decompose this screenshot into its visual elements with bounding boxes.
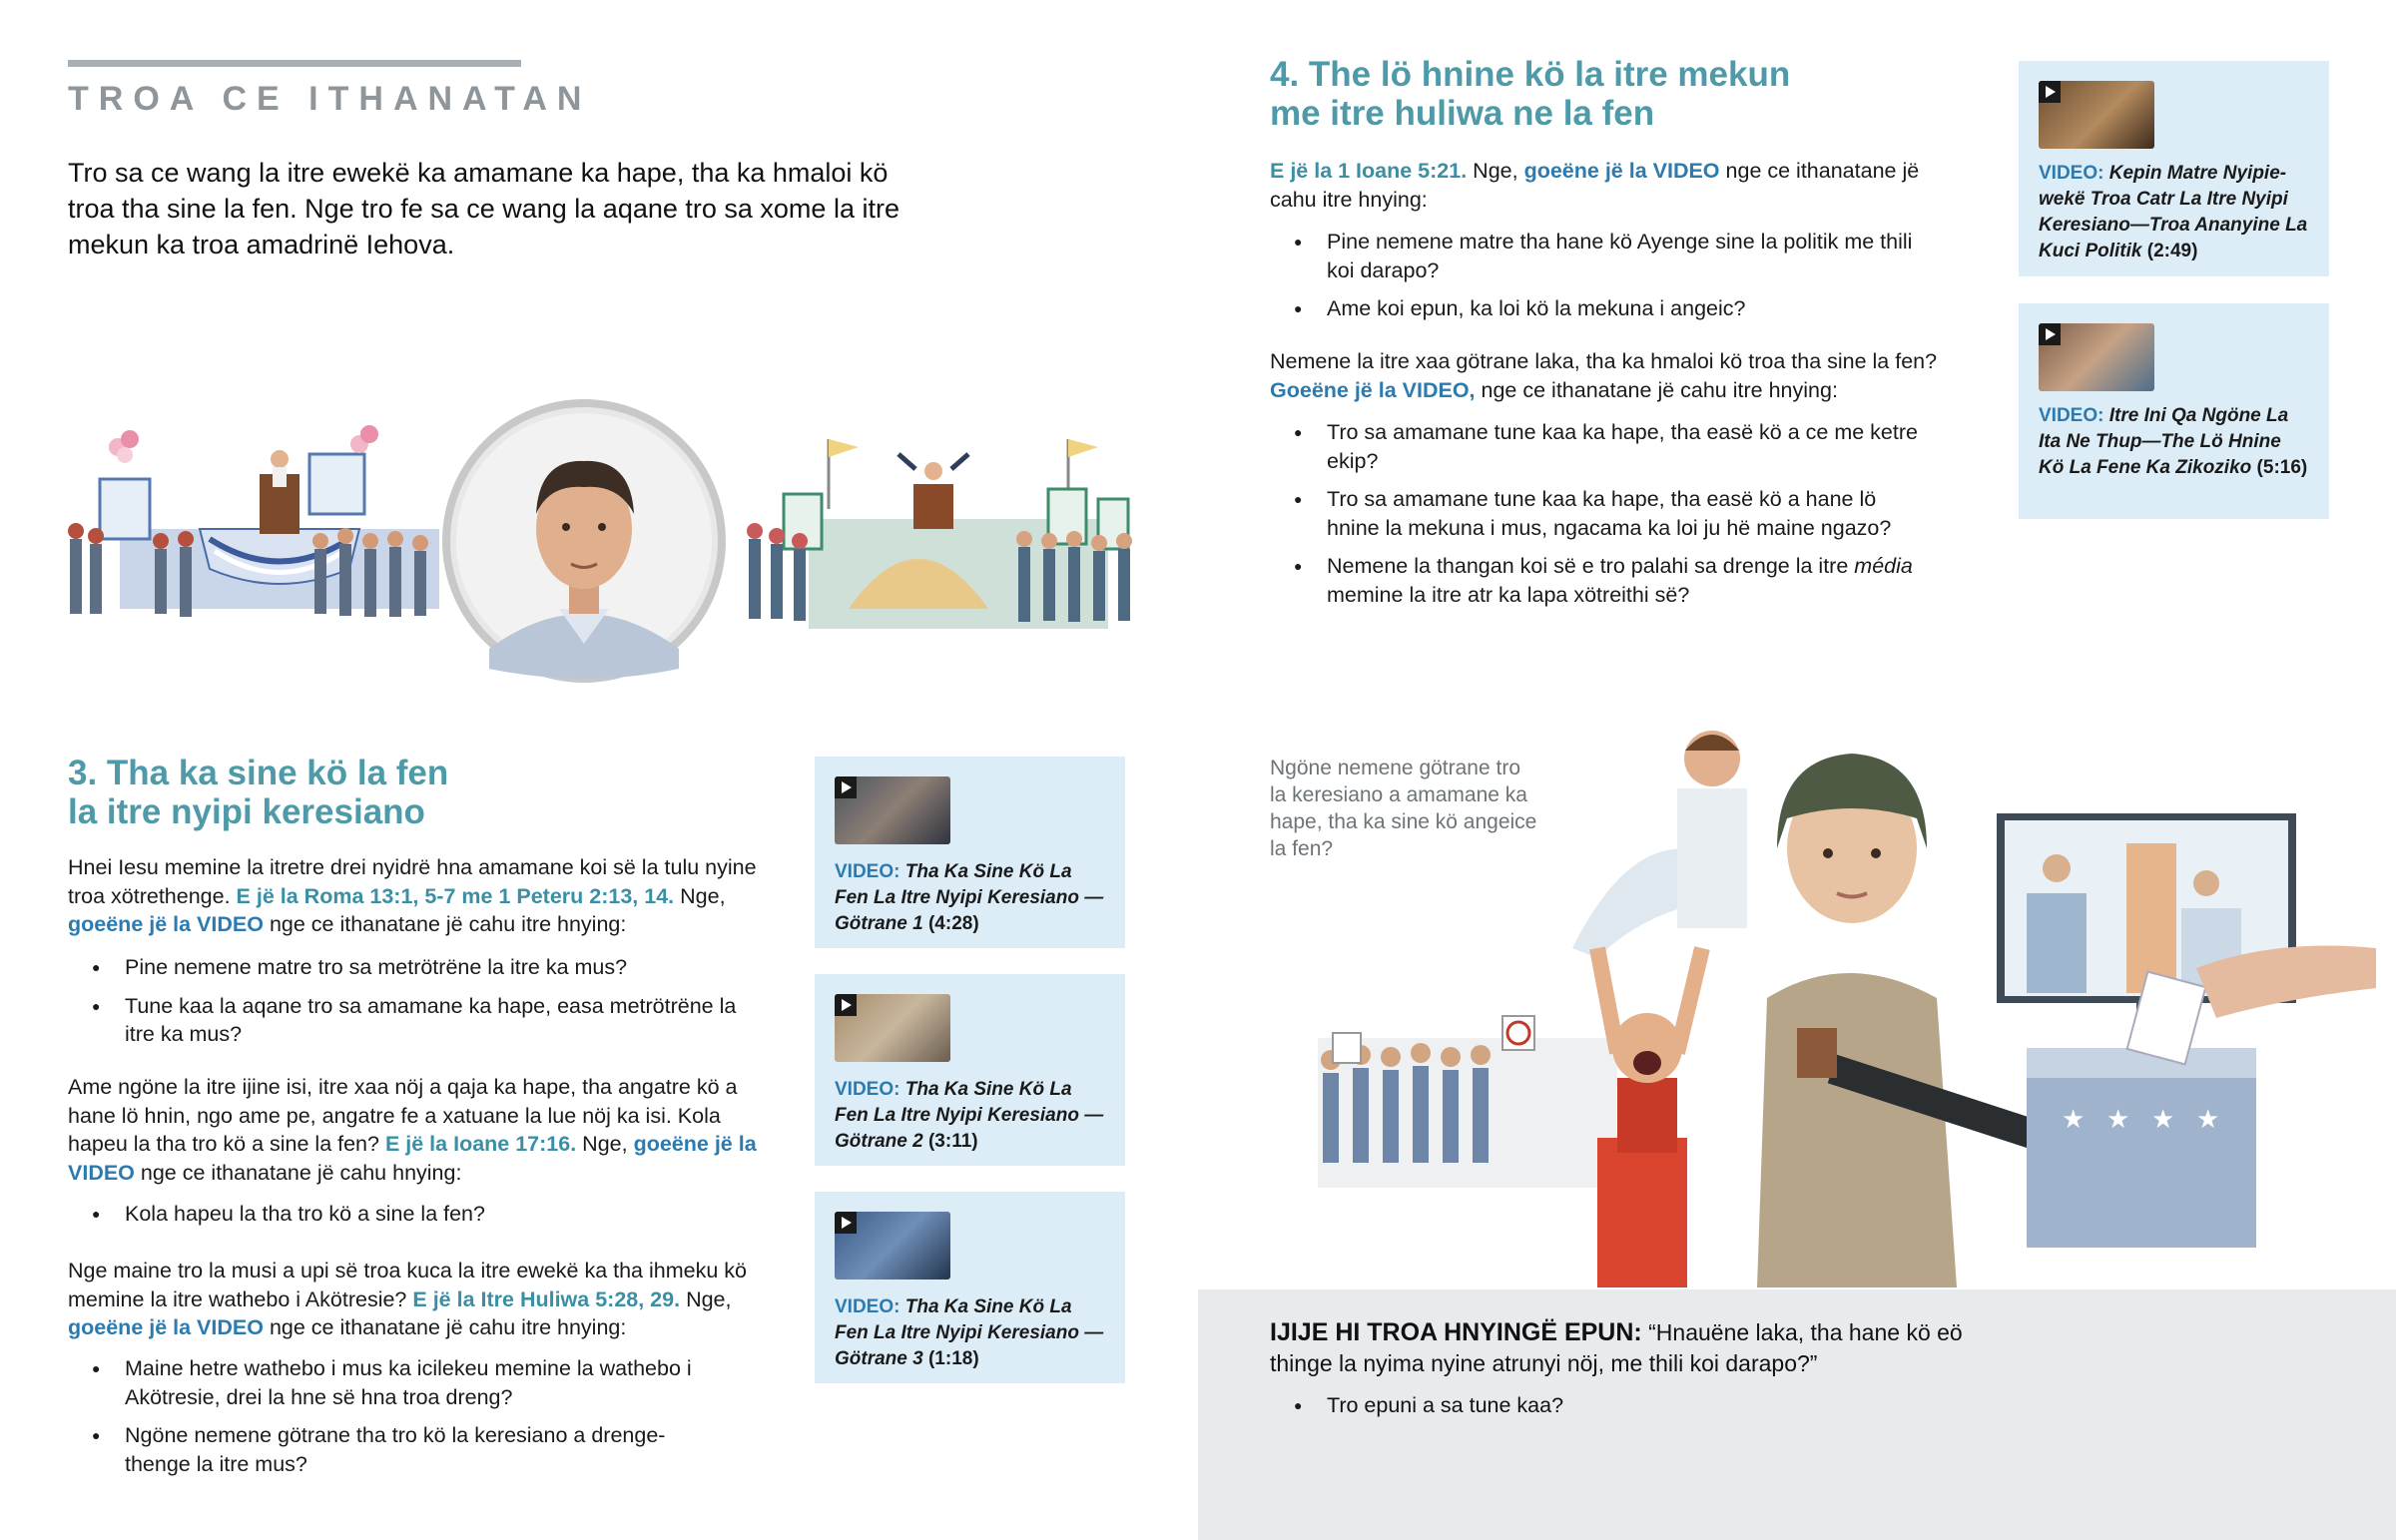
political-rally-illustration <box>60 399 1158 689</box>
portrait-medallion <box>446 403 722 679</box>
video-thumbnail[interactable] <box>835 776 950 844</box>
scripture-link[interactable]: E jë la Ioane 17:16. <box>384 1132 577 1156</box>
video-title: Tha Ka Sine Kö La Fen La Itre Nyipi Keresiano —Götrane 2 <box>835 1079 1104 1152</box>
video-caption <box>835 1077 1104 1155</box>
text: nge ce ithanatane jë cahu itre hnying: <box>269 912 627 936</box>
right-rally-scene <box>747 439 1132 629</box>
play-icon[interactable] <box>835 994 857 1016</box>
section-4-title-line1: 4. The lö hnine kö la itre mekun <box>1270 55 1791 94</box>
text: nge ce ithanatane jë cahu itre hnying: <box>1481 377 1838 402</box>
cheering-boy <box>1677 731 1747 928</box>
question-bullets <box>1294 1391 2029 1420</box>
section-3-bullets-3 <box>92 1354 731 1488</box>
scripture-link[interactable]: E jë la Roma 13:1, 5-7 me 1 Peteru 2:13, 14. <box>236 883 675 908</box>
section-3-bullets-1 <box>92 953 751 1059</box>
video-thumbnail[interactable] <box>2039 81 2154 149</box>
bullet-item: ● Tro epuni a sa tune kaa? <box>1294 1391 2029 1420</box>
video-title: Tha Ka Sine Kö La Fen La Itre Nyipi Keresiano —Götrane 1 <box>835 861 1104 934</box>
section-3-paragraph-3 <box>68 1257 767 1342</box>
section-4-heading <box>1270 55 1790 133</box>
text: nge ce ithanatane jë cahu itre hnying: <box>1270 159 1920 212</box>
bullet-item: ● Maine hetre wathebo i mus ka icilekeu memine la wathebo i Akötresie, drei la hne së hna troa dreng? <box>92 1354 731 1411</box>
video-link[interactable]: goeëne jë la VIDEO <box>68 1315 264 1339</box>
video-label: VIDEO: <box>835 861 900 882</box>
video-card-5[interactable] <box>2019 303 2329 519</box>
section-3-heading <box>68 754 448 831</box>
video-duration: (1:18) <box>927 1348 979 1369</box>
text: Nge, <box>686 1286 732 1311</box>
section-4-paragraph-2 <box>1270 347 1969 404</box>
discussion-question <box>1270 1317 2029 1430</box>
video-duration: (5:16) <box>2256 457 2308 478</box>
video-label: VIDEO: <box>835 1079 900 1100</box>
section-3-title-line2: la itre nyipi keresiano <box>68 792 425 831</box>
section-3-title-line1: 3. Tha ka sine kö la fen <box>68 754 449 792</box>
svg-text:★: ★ <box>2151 1105 2175 1135</box>
play-icon[interactable] <box>835 1212 857 1234</box>
bullet-item: ● Pine nemene matre tro sa metrötrëne la itre ka mus? <box>92 953 751 982</box>
section-rule <box>68 60 521 67</box>
video-label: VIDEO: <box>835 1296 900 1317</box>
bullet-item: ● Tro sa amamane tune kaa ka hape, tha easë kö a ce me ketre ekip? <box>1294 418 1933 475</box>
left-rally-scene <box>68 425 439 617</box>
video-caption <box>2039 403 2308 481</box>
video-thumbnail[interactable] <box>835 1212 950 1280</box>
video-link[interactable]: Goeëne jë la VIDEO, <box>1270 377 1476 402</box>
text: Nge maine tro la musi a upi së troa kuca la itre ewekë ka tha ihmeku kö memine la itre wathebo i Akötresie? <box>68 1259 747 1311</box>
play-icon[interactable] <box>2039 81 2061 103</box>
video-card-1[interactable] <box>815 757 1125 948</box>
text: nge ce ithanatane jë cahu itre hnying: <box>269 1315 627 1339</box>
video-caption <box>835 859 1104 937</box>
bullet-item: ● Tro sa amamane tune kaa ka hape, tha easë kö a hane lö hnine la mekuna i mus, ngacama ka loi ju hë maine ngazo? <box>1294 485 1933 542</box>
video-thumbnail[interactable] <box>2039 323 2154 391</box>
svg-text:★: ★ <box>2106 1105 2130 1135</box>
text: Nge, <box>582 1132 628 1156</box>
video-caption <box>2039 161 2308 264</box>
video-card-2[interactable] <box>815 974 1125 1166</box>
text: Nge, <box>680 883 726 908</box>
text: Ame ngöne la itre ijine isi, itre xaa nöj a qaja ka hape, tha angatre kö a hane lö hnin, ngo ame pe, angatre fe a xatuane la lue nöj ka isi. Kola hapeu la tha tro kö a sine la fen? <box>68 1075 738 1156</box>
bullet-item <box>1294 552 1933 609</box>
section-4-title-line2: me itre huliwa ne la fen <box>1270 94 1655 133</box>
text: média <box>1854 554 1913 578</box>
text: Nemene la thangan koi së e tro palahi sa drenge la itre <box>1327 554 1849 578</box>
video-duration: (3:11) <box>927 1131 978 1152</box>
text: Nemene la itre xaa götrane laka, tha ka hmaloi kö troa tha sine la fen? <box>1270 349 1938 373</box>
video-card-3[interactable] <box>815 1192 1125 1383</box>
question-text: “Hnauëne laka, tha hane kö eö thinge la nyima nyine atrunyi nöj, me thili koi darapo?” <box>1270 1319 1963 1376</box>
video-duration: (4:28) <box>927 913 979 934</box>
video-thumbnail[interactable] <box>835 994 950 1062</box>
video-link[interactable]: goeëne jë la VIDEO <box>1523 159 1720 183</box>
protest-group <box>1318 1016 1617 1188</box>
video-title: Kepin Matre Nyipiewekë Troa Catr La Itre Nyipi Keresiano—Troa Ananyine La Kuci Politik <box>2039 163 2308 261</box>
video-title: Tha Ka Sine Kö La Fen La Itre Nyipi Keresiano —Götrane 3 <box>835 1296 1104 1369</box>
video-caption <box>835 1294 1104 1372</box>
scripture-link[interactable]: E jë la Itre Huliwa 5:28, 29. <box>412 1286 681 1311</box>
bullet-item: ● Kola hapeu la tha tro kö a sine la fen? <box>92 1200 751 1229</box>
section-3-paragraph-2 <box>68 1073 767 1187</box>
svg-text:★: ★ <box>2196 1105 2220 1135</box>
play-icon[interactable] <box>835 776 857 798</box>
bullet-item: ● Ngöne nemene götrane tha tro kö la keresiano a drenge-thenge la itre mus? <box>92 1421 731 1478</box>
video-duration: (2:49) <box>2146 241 2198 261</box>
bullet-item: ● Ame koi epun, ka loi kö la mekuna i angeic? <box>1294 294 1933 323</box>
svg-text:★: ★ <box>2062 1105 2086 1135</box>
text: Hnei Iesu memine la itretre drei nyidrë hna amamane koi së la tulu nyine troa xötrethenge. <box>68 855 757 908</box>
section-3-paragraph-1 <box>68 853 767 939</box>
play-icon[interactable] <box>2039 323 2061 345</box>
video-label: VIDEO: <box>2039 405 2104 426</box>
video-card-4[interactable] <box>2019 61 2329 276</box>
video-link[interactable]: goeëne jë la VIDEO <box>68 1132 757 1185</box>
section-4-paragraph-1 <box>1270 157 1969 214</box>
video-label: VIDEO: <box>2039 163 2104 184</box>
section-4-bullets-2 <box>1294 418 1933 619</box>
section-4-bullets-1 <box>1294 228 1933 333</box>
section-3-bullets-2 <box>92 1200 751 1239</box>
text: Nge, <box>1473 159 1518 183</box>
video-title: Itre Ini Qa Ngöne La Ita Ne Thup—The Lö Hnine Kö La Fene Ka Zikoziko <box>2039 405 2289 478</box>
section-title: TROA CE ITHANATAN <box>68 80 592 118</box>
text: nge ce ithanatane jë cahu hnying: <box>140 1160 462 1185</box>
intro-paragraph: Tro sa ce wang la itre ewekë ka amamane ka hape, tha ka hmaloi kö troa tha sine la fen. Nge tro fe sa ce wang la aqane tro sa xome la itre mekun ka troa amadrinë Iehova. <box>68 158 899 259</box>
scripture-link[interactable]: E jë la 1 Ioane 5:21. <box>1270 159 1468 183</box>
bullet-item: ● Pine nemene matre tha hane kö Ayenge sine la politik me thili koi darapo? <box>1294 228 1933 284</box>
text: memine la itre atr ka lapa xötreithi së? <box>1327 582 1690 607</box>
video-link[interactable]: goeëne jë la VIDEO <box>68 912 264 936</box>
illustration-caption: Ngöne nemene götrane tro la keresiano a amamane ka hape, tha ka sine kö angeice la fen? <box>1270 757 1537 860</box>
bullet-item: ● Tune kaa la aqane tro sa amamane ka hape, easa metrötrëne la itre ka mus? <box>92 992 751 1049</box>
question-label: IJIJE HI TROA HNYINGË EPUN: <box>1270 1318 1642 1346</box>
